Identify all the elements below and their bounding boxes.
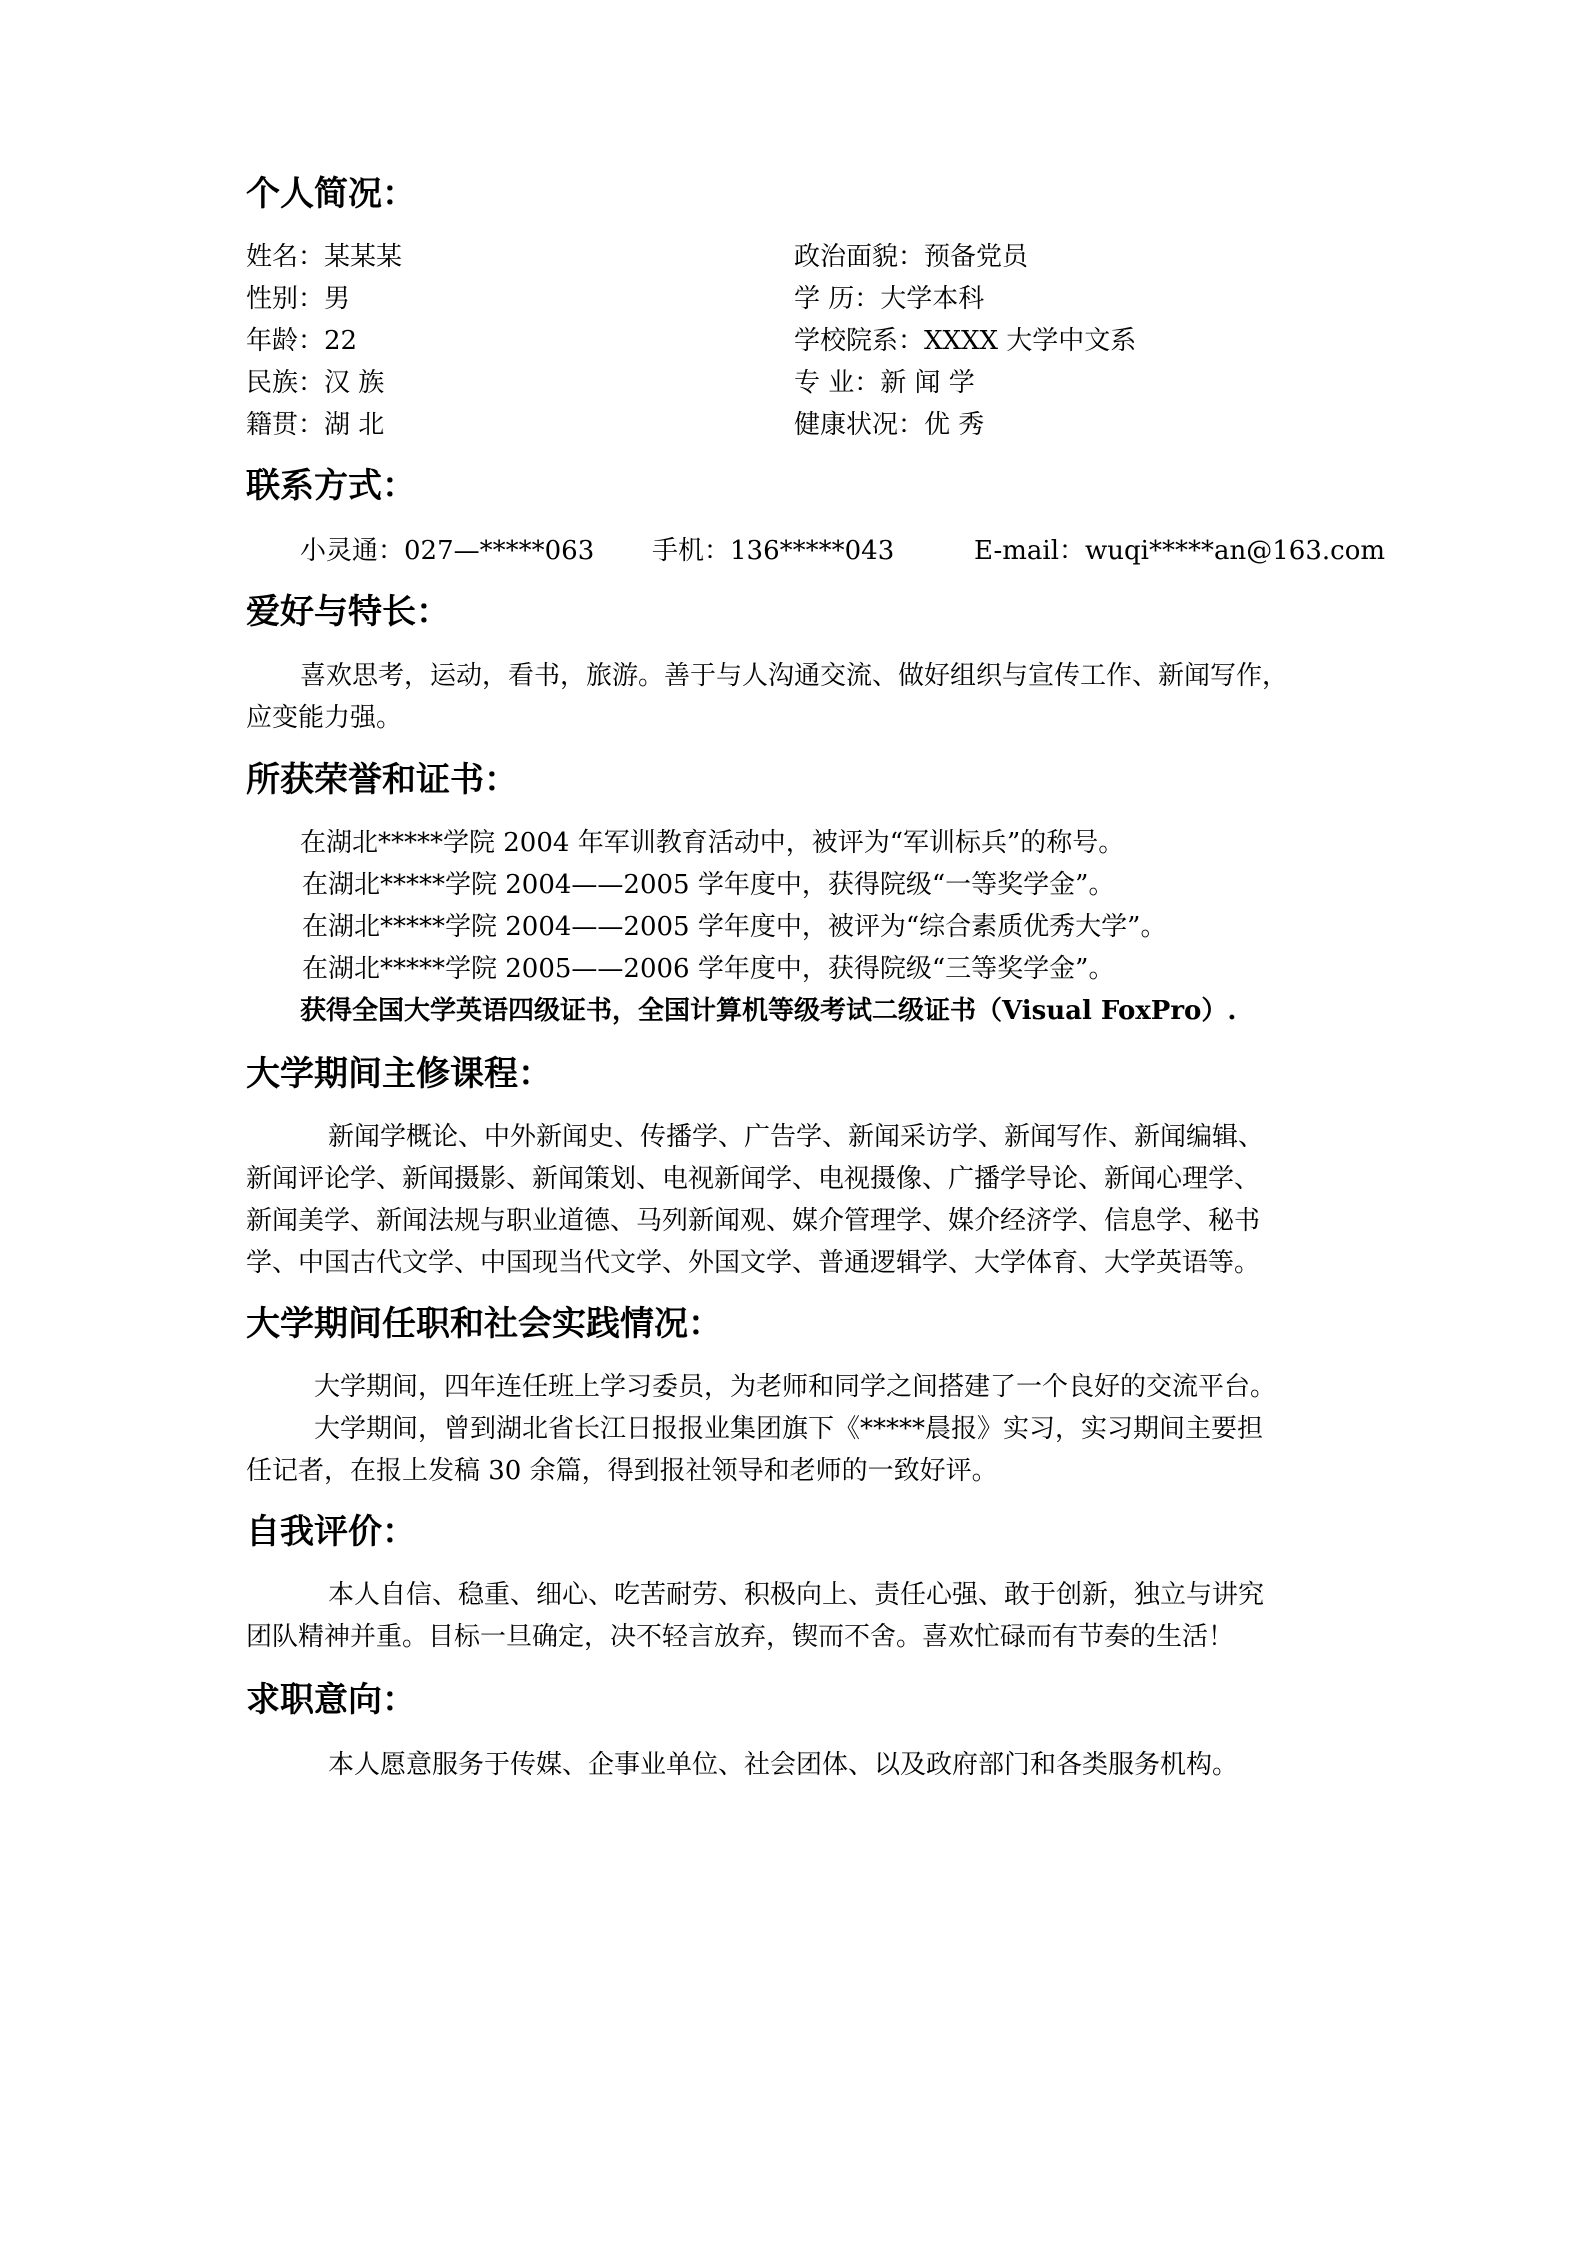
- profile-ethnicity: 民族：汉 族: [246, 368, 385, 398]
- objective-heading: 求职意向：: [246, 1680, 416, 1720]
- courses-heading: 大学期间主修课程：: [246, 1054, 552, 1094]
- practice-line: 任记者，在报上发稿 30 余篇，得到报社领导和老师的一致好评。: [246, 1456, 998, 1486]
- profile-name: 姓名：某某某: [246, 242, 403, 272]
- objective-line: 本人愿意服务于传媒、企事业单位、社会团体、以及政府部门和各类服务机构。: [328, 1750, 1239, 1780]
- profile-school: 学校院系：XXXX 大学中文系: [794, 326, 1137, 356]
- profile-political-status: 政治面貌：预备党员: [794, 242, 1029, 272]
- honor-item: 在湖北*****学院 2005——2006 学年度中，获得院级“三等奖学金”。: [302, 954, 1115, 984]
- profile-major: 专 业：新 闻 学: [794, 368, 975, 398]
- practice-heading: 大学期间任职和社会实践情况：: [246, 1304, 722, 1344]
- profile-heading: 个人简况：: [246, 174, 416, 214]
- contact-email[interactable]: E-mail：wuqi*****an@163.com: [974, 536, 1385, 566]
- honors-heading: 所获荣誉和证书：: [246, 760, 518, 800]
- courses-line: 新闻美学、新闻法规与职业道德、马列新闻观、媒介管理学、媒介经济学、信息学、秘书: [246, 1206, 1261, 1236]
- profile-hometown: 籍贯：湖 北: [246, 410, 385, 440]
- courses-line: 学、中国古代文学、中国现当代文学、外国文学、普通逻辑学、大学体育、大学英语等。: [246, 1248, 1261, 1278]
- contact-heading: 联系方式：: [246, 466, 416, 506]
- courses-line: 新闻评论学、新闻摄影、新闻策划、电视新闻学、电视摄像、广播学导论、新闻心理学、: [246, 1164, 1261, 1194]
- contact-mobile: 手机：136*****043: [652, 536, 895, 566]
- certificate-item: 获得全国大学英语四级证书，全国计算机等级考试二级证书（Visual FoxPro）.: [300, 996, 1237, 1026]
- honor-item: 在湖北*****学院 2004——2005 学年度中，获得院级“一等奖学金”。: [302, 870, 1115, 900]
- contact-phone: 小灵通：027—*****063: [300, 536, 595, 566]
- self-eval-heading: 自我评价：: [246, 1512, 416, 1552]
- hobbies-line: 应变能力强。: [246, 703, 403, 733]
- honor-item: 在湖北*****学院 2004——2005 学年度中，被评为“综合素质优秀大学”。: [302, 912, 1167, 942]
- hobbies-heading: 爱好与特长：: [246, 592, 450, 632]
- courses-line: 新闻学概论、中外新闻史、传播学、广告学、新闻采访学、新闻写作、新闻编辑、: [328, 1122, 1265, 1152]
- self-eval-line: 本人自信、稳重、细心、吃苦耐劳、积极向上、责任心强、敢于创新，独立与讲究: [328, 1580, 1265, 1610]
- profile-education: 学 历：大学本科: [794, 284, 985, 314]
- profile-age: 年龄：22: [246, 326, 358, 356]
- profile-health: 健康状况：优 秀: [794, 410, 985, 440]
- practice-line: 大学期间，曾到湖北省长江日报报业集团旗下《*****晨报》实习，实习期间主要担: [314, 1414, 1264, 1444]
- hobbies-line: 喜欢思考，运动，看书，旅游。善于与人沟通交流、做好组织与宣传工作、新闻写作，: [300, 661, 1289, 691]
- self-eval-line: 团队精神并重。目标一旦确定，决不轻言放弃，锲而不舍。喜欢忙碌而有节奏的生活！: [246, 1622, 1235, 1652]
- practice-line: 大学期间，四年连任班上学习委员，为老师和同学之间搭建了一个良好的交流平台。: [314, 1372, 1277, 1402]
- honor-item: 在湖北*****学院 2004 年军训教育活动中，被评为“军训标兵”的称号。: [300, 828, 1125, 858]
- profile-gender: 性别：男: [246, 284, 351, 314]
